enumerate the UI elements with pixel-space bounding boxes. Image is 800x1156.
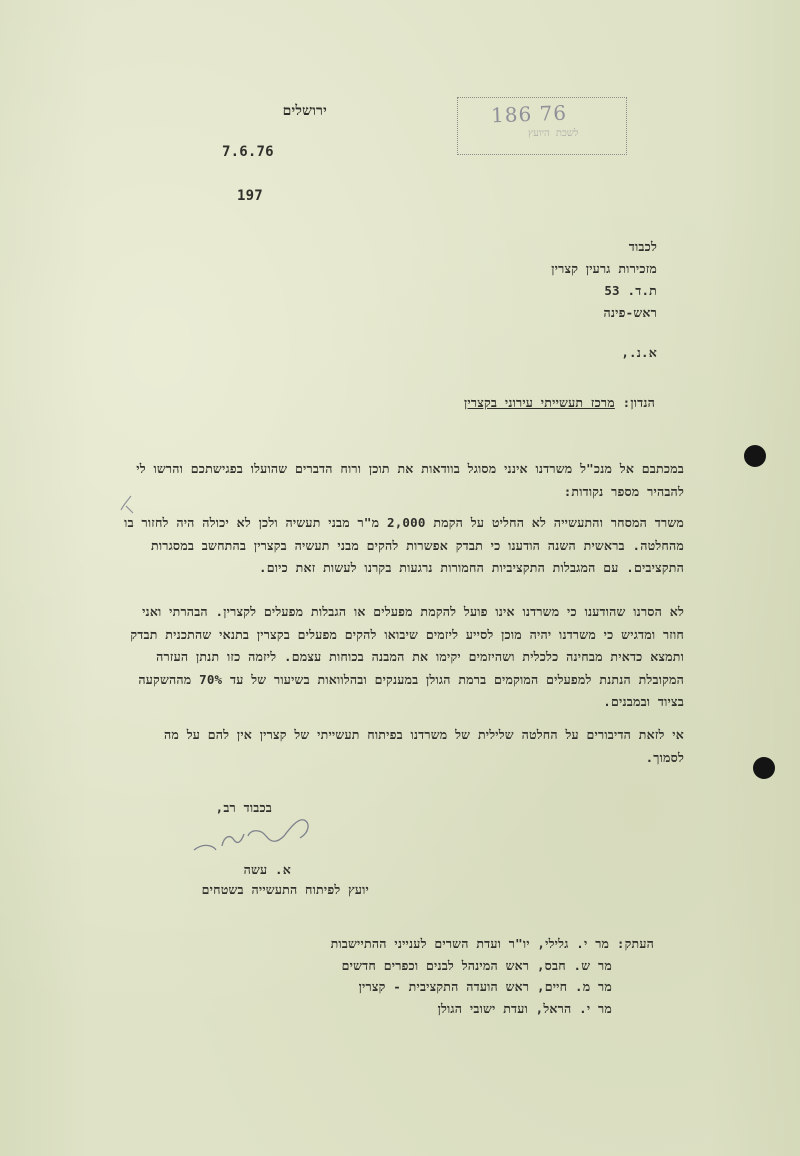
- recipient-line: ת.ד. 53: [604, 283, 657, 298]
- reference-number: 197: [237, 188, 263, 204]
- stamp-faint-text: לשכת היועץ: [528, 128, 579, 139]
- cc-label: העתק:: [616, 936, 654, 951]
- cc-line-with-label: [331, 933, 654, 955]
- registry-stamp: [457, 97, 627, 155]
- punch-hole-upper: [744, 445, 766, 467]
- letter-date: 7.6.76: [222, 144, 274, 160]
- body-paragraph: אי לזאת הדיבורים על החלטה שלילית של משרדנו בפיתוח תעשייתי של קצרין אין להם על מה לסמוך.: [164, 727, 684, 765]
- subject-prefix: הנדון:: [622, 395, 655, 410]
- closing-regards: בכבוד רב,: [215, 800, 272, 815]
- city-heading: ירושלים: [282, 103, 327, 119]
- subject-line: [464, 395, 655, 411]
- salutation: א.נ.,: [621, 345, 657, 360]
- pencil-mark: [118, 494, 138, 516]
- body-paragraph: משרד המסחר והתעשייה לא החליט על הקמת 2,000 מ"ר מבני תעשיה ולכן לא יכולה היה לחזור בו מהחלטה. בראשית השנה הודענו כי תבדק אפשרות להקים מבני תעשיה בקצרין בהתחשב במסגרות התקציבים. עם המגבלות התקציביות החמורות נרגעות בקרנו לעשות זאת כיום.: [124, 515, 684, 575]
- subject-text: מרכז תעשייתי עירוני בקצרין: [464, 395, 615, 410]
- recipient-line: לכבוד: [628, 239, 657, 254]
- signer-name: א. עשה: [243, 862, 291, 877]
- signer-title: יועץ לפיתוח התעשייה בשטחים: [201, 882, 369, 897]
- recipient-block: [551, 236, 657, 324]
- body-paragraph: במכתבם אל מנכ"ל משרדנו אינני מסוגל בוודאות את תוכן ורוח הדברים שהועלו בפגישתכם והרשו לי להבהיר מספר נקודות:: [136, 461, 684, 499]
- cc-block: [331, 933, 654, 1019]
- punch-hole-lower: [753, 757, 775, 779]
- cc-recipient: מר מ. חיים, ראש הועדה התקציבית - קצרין: [358, 979, 612, 994]
- cc-recipient: מר י. גלילי, יו"ר ועדת השרים לענייני ההתיישבות: [330, 936, 610, 951]
- body-paragraph: לא הסרנו שהודענו כי משרדנו אינו פועל להקמת מפעלים או הגבלות מפעלים לקצרין. הבהרתי ואני חוזר ומדגיש כי משרדנו יהיה מוכן לסייע ליזמים שיבואו להקים מפעלים בקצרין בתנאי שהתכנית תבדק ותמצא כדאית מבחינה כלכלית ושהיזמים יקימו את המבנה בכוחות עצמם. ליזמה כזו תנתן העזרה המקובלת הנתנת למפעלים המוקמים ברמת הגולן במענקים ובהלוואות בשיעור של עד 70% מההשקעה בציוד ובמבנים.: [130, 604, 684, 709]
- recipient-line: ראש-פינה: [603, 305, 657, 320]
- cc-recipient: מר י. הראל, ועדת ישובי הגולן: [437, 1000, 612, 1016]
- recipient-line: מזכירות גרעין קצרין: [551, 261, 657, 276]
- stamp-handwritten-number: 186 76: [490, 100, 568, 128]
- cc-recipient: מר ש. חבס, ראש המינהל לבנים וכפרים חדשים: [341, 957, 612, 973]
